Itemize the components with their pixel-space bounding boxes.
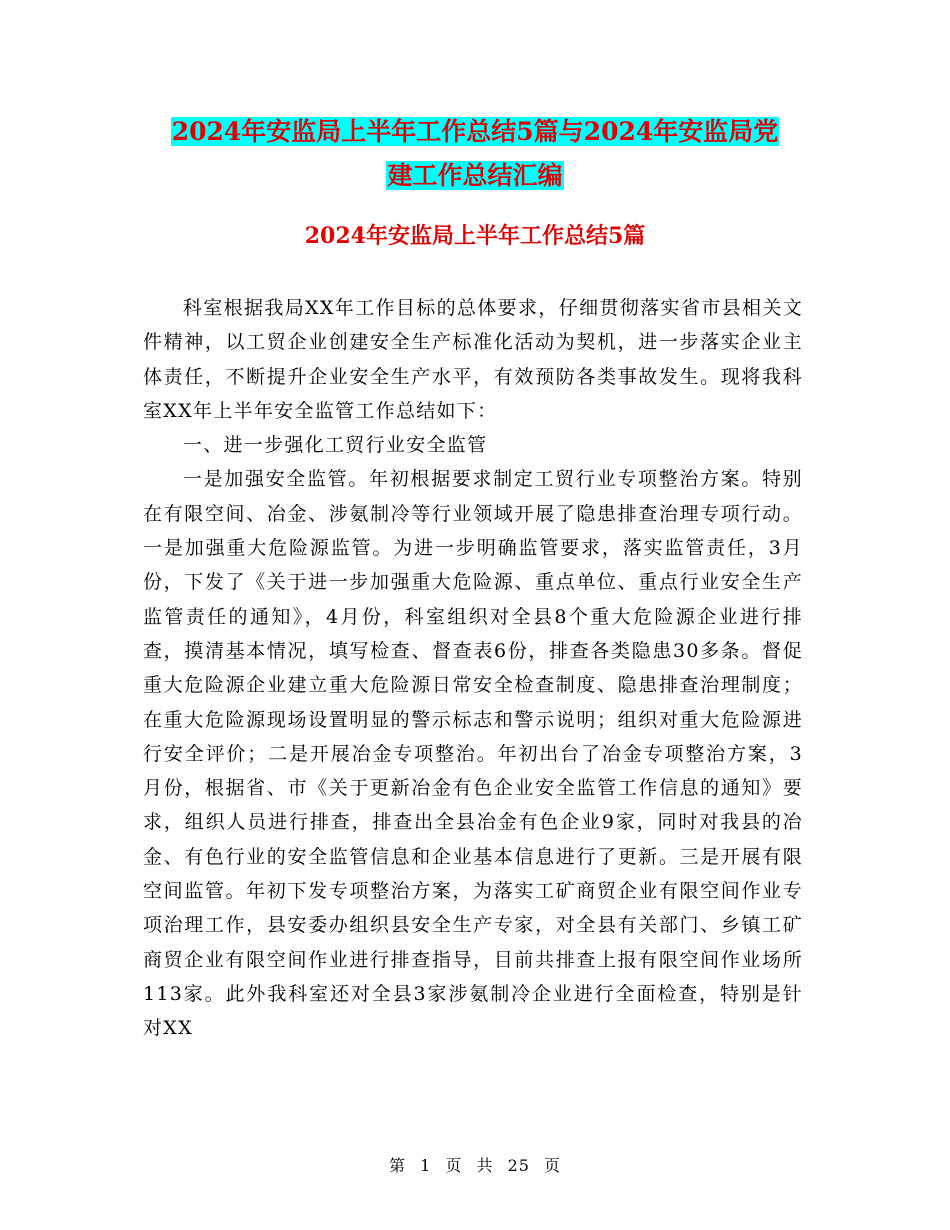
title-line-1: 2024年安监局上半年工作总结5篇与2024年安监局党 bbox=[171, 117, 779, 146]
paragraph-intro: 科室根据我局XX年工作目标的总体要求，仔细贯彻落实省市县相关文件精神，以工贸企业创建安全生产标准化活动为契机，进一步落实企业主体责任，不断提升企业安全生产水平，有效预防各类事故发生。现将我科室XX年上半年安全监管工作总结如下： bbox=[143, 297, 803, 422]
title-line-2: 建工作总结汇编 bbox=[387, 161, 563, 190]
page-footer bbox=[0, 1153, 950, 1176]
footer-current-page: 1 bbox=[420, 1156, 432, 1175]
paragraph-body-1: 一是加强安全监管。年初根据要求制定工贸行业专项整治方案。特别在有限空间、冶金、涉氨制冷等行业领域开展了隐患排查治理专项行动。一是加强重大危险源监管。为进一步明确监管要求，落实监管责任，3月份，下发了《关于进一步加强重大危险源、重点单位、重点行业安全生产监管责任的通知》，4月份，科室组织对全县8个重大危险源企业进行排查，摸清基本情况，填写检查、督查表6份，排查各类隐患30多条。督促重大危险源企业建立重大危险源日常安全检查制度、隐患排查治理制度；在重大危险源现场设置明显的警示标志和警示说明；组织对重大危险源进行安全评价；二是开展冶金专项整治。年初出台了冶金专项整治方案，3月份，根据省、市《关于更新冶金有色企业安全监管工作信息的通知》要求，组织人员进行排查，排查出全县冶金有色企业9家，同时对我县的冶金、有色行业的安全监管信息和企业基本信息进行了更新。三是开展有限空间监管。年初下发专项整治方案，为落实工矿商贸企业有限空间作业专项治理工作，县安委办组织县安全生产专家，对全县有关部门、乡镇工矿商贸企业有限空间作业进行排查指导，目前共排查上报有限空间作业场所113家。此外我科室还对全县3家涉氨制冷企业进行全面检查，特别是针对XX bbox=[143, 468, 803, 1040]
footer-label-gong: 共 bbox=[476, 1156, 494, 1175]
footer-label-ye-end: 页 bbox=[544, 1156, 562, 1175]
document-body bbox=[143, 291, 803, 1046]
footer-label-ye: 页 bbox=[445, 1156, 463, 1175]
footer-total-pages: 25 bbox=[507, 1156, 530, 1175]
document-title bbox=[140, 110, 810, 198]
footer-label-di: 第 bbox=[388, 1156, 406, 1175]
paragraph-heading-1: 一、进一步强化工贸行业安全监管 bbox=[182, 434, 488, 457]
section-title: 2024年安监局上半年工作总结5篇 bbox=[304, 223, 646, 249]
